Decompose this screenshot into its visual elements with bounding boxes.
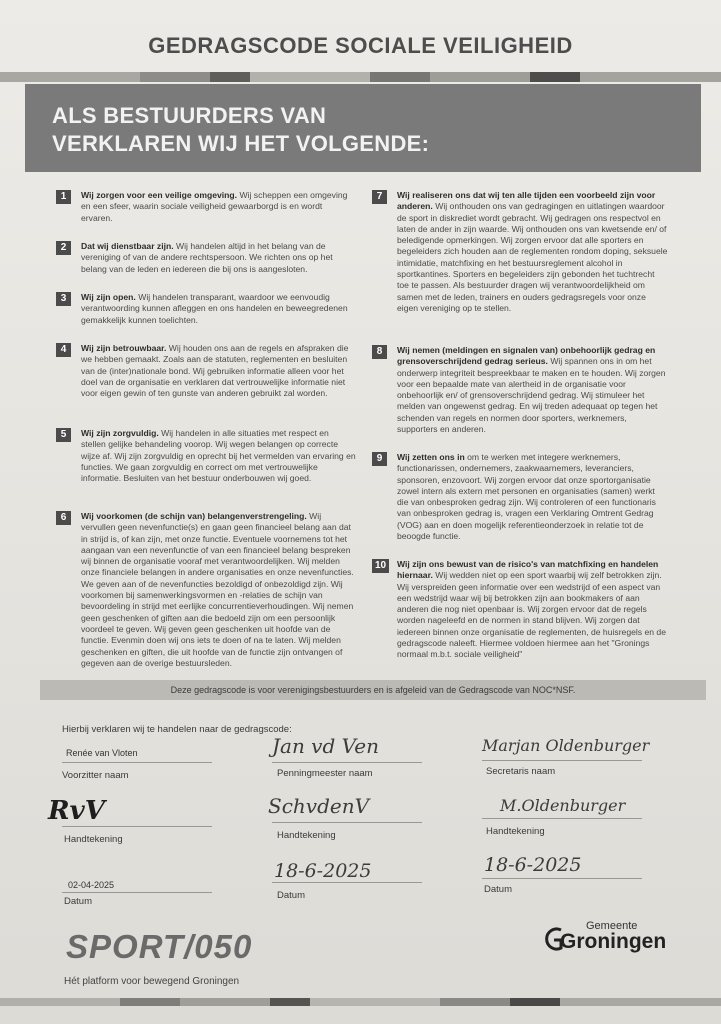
chair-date-label: Datum [64, 896, 92, 907]
item-title: Wij zijn zorgvuldig. [81, 428, 159, 438]
item-title: Dat wij dienstbaar zijn. [81, 241, 174, 251]
list-item [372, 190, 668, 334]
right-column [372, 190, 668, 672]
list-item [56, 190, 356, 230]
footer-note: Deze gedragscode is voor verenigingsbestuurders en is afgeleid van de Gedragscode van NOC*NSF. [40, 680, 706, 700]
chair-date: 02-04-2025 [68, 880, 115, 890]
list-item [56, 511, 356, 669]
item-number: 5 [56, 428, 71, 442]
banner-line-1: ALS BESTUURDERS VAN [52, 103, 327, 128]
item-body: Wij handelen in alle situaties met respect en stellen gelijke behandeling voorop. Wij wegen belangen op correcte wijze af. Wij zijn zorgvuldig en oprecht bij het vermelden van ervaring en functies. We gaan zorgvuldig en correct om met vertrouwelijke informatie. Besluiten van het bestuur onderbouwen wij goed. [81, 428, 356, 484]
item-body: Wij handelen transparant, waardoor we eenvoudig verantwoording kunnen afleggen en ons handelen en beweegredenen gemakkelijk kunnen toelichten. [81, 292, 348, 325]
item-body: om te werken met integere werknemers, functionarissen, ondernemers, zaakwaarnemers, leveranciers, sponsoren, enzovoort. Wij zorgen ervoor dat onze sportorganisatie zowel intern als extern met personen en organisaties (samen) werkt die van onbesproken gedrag zijn. Wij controleren of een functionaris van onbesproken gedrag is, vragen een Verklaring Omtrent Gedrag (VOG) aan en doen mogelijk referentieonderzoek in relatie tot de beoogde functie. [397, 452, 656, 542]
item-body: Wij scheppen een omgeving en een sfeer, waarin sociale veiligheid gewaarborgd is en wordt ervaren. [81, 190, 348, 223]
chair-name-line [62, 762, 212, 763]
treasurer-name: Jan vd Ven [272, 734, 379, 758]
list-item [56, 428, 356, 500]
secretary-signature-label: Handtekening [486, 826, 545, 837]
document-title: GEDRAGSCODE SOCIALE VEILIGHEID [148, 33, 573, 58]
list-item [372, 559, 668, 661]
list-item [372, 452, 668, 548]
item-body: Wij wedden niet op een sport waarbij wij zelf betrokken zijn. Wij verspreiden geen informatie over een wedstrijd of een aspect van een wedstrijd waar wij bij betrokken zijn aan bookmakers of aan anderen die nog niet openbaar is. Wij zorgen ervoor dat de regels worden nageleefd en de normen in stand blijven. Wij zorgen dat iedereen binnen onze organisatie de reglementen, de huisregels en de gedragscode naleeft. Hiermee voldoen hiermee aan het "Gronings normaal m.b.t. sociale veiligheid" [397, 570, 666, 660]
treasurer-signature-label: Handtekening [277, 830, 336, 841]
item-title: Wij zijn ons bewust van de risico's van matchfixing en handelen hiernaar. [397, 559, 659, 581]
secretary-signature: M.Oldenburger [500, 796, 626, 815]
list-item [56, 292, 356, 332]
item-title: Wij nemen (meldingen en signalen van) onbehoorlijk gedrag en grensoverschrijdend gedrag serieus. [397, 345, 656, 367]
item-title: Wij zijn open. [81, 292, 136, 302]
item-number: 8 [372, 345, 387, 359]
item-number: 7 [372, 190, 387, 204]
declaration-text: Hierbij verklaren wij te handelen naar de gedragscode: [62, 724, 292, 735]
item-number: 6 [56, 511, 71, 525]
item-title: Wij zorgen voor een veilige omgeving. [81, 190, 238, 200]
treasurer-name-label: Penningmeester naam [277, 768, 373, 779]
secretary-date-line [482, 878, 642, 879]
secretary-name: Marjan Oldenburger [482, 736, 650, 755]
chair-signature-label: Handtekening [64, 834, 123, 845]
secretary-date: 18-6-2025 [484, 854, 582, 876]
secretary-date-label: Datum [484, 884, 512, 895]
item-title: Wij zetten ons in [397, 452, 465, 462]
chair-name: Renée van Vloten [66, 748, 138, 758]
chair-date-line [62, 892, 212, 893]
item-body: Wij onthouden ons van gedragingen en uitlatingen waardoor de sport in diskrediet wordt gebracht. Wij gedragen ons respectvol en laten de ander in zijn waarde. Wij onthouden ons van kwetsende en/ of beledigende opmerkingen. Wij zorgen ervoor dat alle sporters en begeleiders zich houden aan de reglementen rondom doping, seksuele intimidatie, matchfixing en het bestuursreglement alcohol in sportkantines. Sporters en begeleiders zijn gebonden het tuchtrecht toe te passen. Als bestuurder dragen wij verantwoordelijkheid om samen met de leden, trainers en ouders gedragsregels voor onze eigen vereniging op te stellen. [397, 201, 668, 313]
item-number: 2 [56, 241, 71, 255]
list-item [56, 241, 356, 281]
chair-name-label: Voorzitter naam [62, 770, 129, 781]
item-number: 4 [56, 343, 71, 357]
secretary-name-label: Secretaris naam [486, 766, 556, 777]
groningen-label: Groningen [560, 930, 667, 953]
item-body: Wij spannen ons in om het onderwerp integriteit bespreekbaar te maken en te houden. Wij zorgen voor een bepaalde mate van alertheid in de organisatie voor onbehoorlijk en/ of grensoverschrijdend gedrag. Wij stimuleer het melden van ongewenst gedrag. En wij treden adequaat op tegen het schenden van regels en normen door sporters, werknemers, supporters en anderen. [397, 356, 666, 435]
item-title: Wij realiseren ons dat wij ten alle tijden een voorbeeld zijn voor anderen. [397, 190, 656, 212]
item-body: Wij handelen altijd in het belang van de vereniging of van de andere rechtspersoon. We richten ons op het belang van de leden en iedereen die bij ons is aangesloten. [81, 241, 333, 274]
item-number: 10 [372, 559, 389, 573]
item-body: Wij houden ons aan de regels en afspraken die we hebben gemaakt. Zoals aan de statuten, reglementen en besluiten van de (inter)nationale bond. Wij gebruiken informatie alleen voor het doel van de organisatie en verklaren dat vertrouwelijke informatie niet voor eigen gewin of ten gunste van anderen gebruikt zal worden. [81, 343, 349, 399]
sport050-logo: SPORT/050 [66, 928, 253, 965]
sport050-tagline: Hét platform voor bewegend Groningen [64, 976, 240, 987]
list-item [372, 345, 668, 441]
gemeente-label: Gemeente [586, 920, 638, 932]
treasurer-signature: SchvdenV [268, 794, 370, 818]
left-column [56, 190, 356, 680]
item-title: Wij zijn betrouwbaar. [81, 343, 167, 353]
secretary-name-line [482, 760, 642, 761]
banner-line-2: VERKLAREN WIJ HET VOLGENDE: [52, 131, 430, 156]
treasurer-date: 18-6-2025 [274, 860, 372, 882]
treasurer-name-line [272, 762, 422, 763]
list-item [56, 343, 356, 417]
decorative-bottom-strip [0, 998, 721, 1006]
item-number: 3 [56, 292, 71, 306]
item-title: Wij voorkomen (de schijn van) belangenverstrengeling. [81, 511, 307, 521]
treasurer-signature-line [272, 822, 422, 823]
item-number: 9 [372, 452, 387, 466]
decorative-top-strip [0, 72, 721, 82]
chair-signature: RvV [48, 796, 105, 826]
treasurer-date-label: Datum [277, 890, 305, 901]
chair-signature-line [62, 826, 212, 827]
item-number: 1 [56, 190, 71, 204]
treasurer-date-line [272, 882, 422, 883]
secretary-signature-line [482, 818, 642, 819]
item-body: Wij vervullen geen nevenfunctie(s) en gaan geen financieel belang aan dat in strijd is, of kan zijn, met onze functie. Eventuele voornemens tot het aangaan van een nevenfunctie of van een financieel belang bespreken wij binnen de organisatie vooraf met verantwoordelijken. Wij melden onze financiele belangen in andere organisaties en onze nevenfuncties. We geven aan of de nevenfuncties bezoldigd of onbezoldigd zijn. Wij voorkomen bij samenwerkingsvormen en -relaties de schijn van bevoordeling in strijd met eerlijke concurrentieverhoudingen. Wij nemen geen geschenken of giften aan die bedoeld zijn om een persoonlijk voordeel te geven. Wij geven geen geschenken uit hoofde van de functie. Evenmin doen wij ons iets te doen of na te laten. Wij melden geschenken en giften, die uit hoofde van de functie zijn ontvangen of gegeven aan de overige bestuursleden. [81, 511, 354, 668]
